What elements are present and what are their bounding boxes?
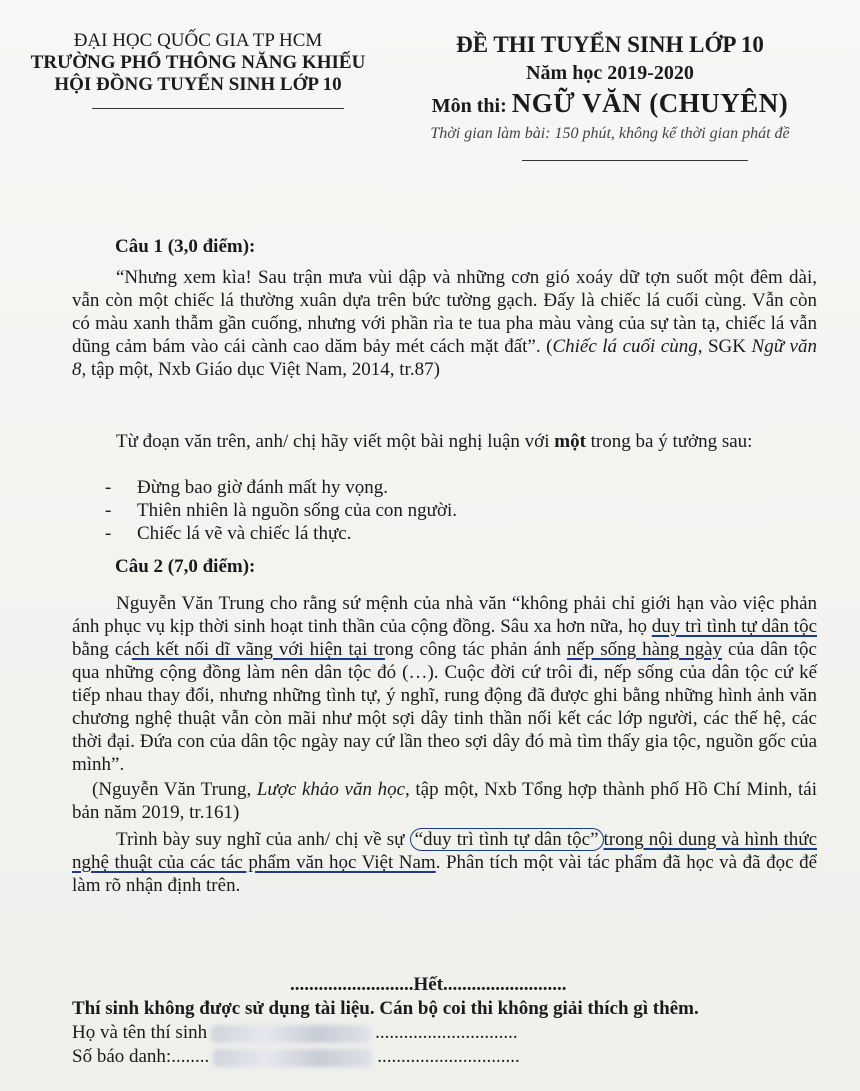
q1-task [72,430,817,453]
end-marker: ..........................Hết.......................... [290,974,567,995]
redacted-id [213,1049,373,1067]
exam-title: ĐỀ THI TUYỂN SINH LỚP 10 [456,32,764,57]
issuer-block [18,30,378,96]
dotted-line: .............................. [375,1022,518,1043]
time-allowed: Thời gian làm bài: 150 phút, không kể thời gian phát đề [430,125,790,142]
q2-source-text: , tập một, Nxb Tổng hợp thành phố Hồ Chí Minh, tái bản năm 2019, tr.161) [72,779,817,823]
q2-task [72,828,817,897]
q2-source-title: Lược khảo văn học [256,779,406,800]
q2-quote-text: Nguyễn Văn Trung cho rằng sứ mệnh của nhà văn “không phải chỉ giới hạn vào việc phản ánh phục vụ kịp thời sinh hoạt tinh thần của cộng đồng. Sâu xa hơn nữa, họ [72,593,817,637]
q2-quote-text: bằng cá [72,639,132,660]
ink-underline: ch kết nối dĩ vãng với hiện tại tr [131,639,385,660]
q1-source-open: ( [546,336,553,357]
q1-source-mid: , SGK [697,336,752,357]
q1-task-text: Từ đoạn văn trên, anh/ chị hãy viết một bài nghị luận với [116,431,555,452]
school-year: Năm học 2019-2020 [526,62,694,84]
q1-quote [72,266,817,381]
q2-heading: Câu 2 (7,0 điểm): [115,556,256,577]
subject-line [395,86,825,123]
q1-options [105,476,457,545]
q1-source-book: Ngữ văn 8 [72,336,817,380]
list-item: - Đừng bao giờ đánh mất hy vọng. [105,477,388,498]
option-text: Thiên nhiên là nguồn sống của con người. [137,500,458,521]
q1-task-text-end: trong ba ý tưởng sau: [585,431,753,452]
title-divider [522,160,748,161]
q1-source-end: , tập một, Nxb Giáo dục Việt Nam, 2014, tr.87) [81,359,440,380]
ink-underline: trong nội dung và hình thức nghệ thuật của các tác phẩm văn học Việt Nam [72,829,818,873]
option-text: Đừng bao giờ đánh mất hy vọng. [137,477,388,498]
q2-source-text: (Nguyễn Văn Trung, [92,779,257,800]
q2-task-text: Trình bày suy nghĩ của anh/ chị về sự [116,829,410,850]
option-text: Chiếc lá vẽ và chiếc lá thực. [137,523,352,544]
q2-task-text: . Phân tích một vài tác phẩm đã học và đã đọc để làm rõ nhận định trên. [72,852,817,896]
candidate-id-line [72,1046,520,1068]
subject-name: NGỮ VĂN (CHUYÊN) [511,88,789,118]
q2-quote-text: ong công tác phản ánh [384,639,567,660]
dotted-line: .............................. [377,1046,520,1067]
exam-title-block [395,30,825,145]
q1-quote-text: “Nhưng xem kìa! Sau trận mưa vùi dập và những cơn gió xoáy dữ tợn suốt một đêm dài, vẫn còn một chiếc lá thường xuân dựa trên bức tường gạch. Đấy là chiếc lá cuối cùng. Vẫn còn có màu xanh thẫm gần cuống, nhưng với phần rìa te tua pha màu vàng của sự tàn tạ, chiếc lá vẫn dũng cảm bám vào cái cành cao dăm bảy mét cách mặt đất”. [72,267,817,357]
issuer-divider [92,108,344,109]
q1-task-emphasis: một [554,431,586,452]
redacted-name [211,1025,371,1043]
q1-source-title: Chiếc lá cuối cùng [552,336,698,357]
exam-instructions: Thí sinh không được sử dụng tài liệu. Cán bộ coi thi không giải thích gì thêm. [72,998,699,1019]
subject-label: Môn thi: [431,95,507,117]
school-name: TRƯỜNG PHỔ THÔNG NĂNG KHIẾU [30,52,366,73]
ink-underline: nếp sống hàng ngày [566,639,723,660]
list-item: - Thiên nhiên là nguồn sống của con người. [105,500,458,521]
ink-underline: duy trì tình tự dân tộc [651,616,817,637]
list-item: - Chiếc lá vẽ và chiếc lá thực. [105,523,352,544]
q2-quote-text: của dân tộc qua những cộng đồng làm nên dân tộc đó (…). Cuộc đời cứ trôi đi, nếp sống của dân tộc cứ kế tiếp nhau thay đổi, nhưng những tình tự, ý nghĩ, rung động đã được ghi bằng những hình ảnh văn chương nghệ thuật vẫn còn mãi như một sợi dây tinh thần nối kết các lớp người, các thế hệ, các thời đại. Đứa con của dân tộc ngày nay cứ lần theo sợi dây đó mà tìm thấy gia tộc, nguồn gốc của mình”. [72,639,817,775]
candidate-name-line [72,1022,518,1044]
q1-passage [72,266,817,381]
council-name: HỘI ĐỒNG TUYỂN SINH LỚP 10 [54,74,342,95]
q2-source [72,778,817,824]
q1-heading: Câu 1 (3,0 điểm): [115,236,256,257]
q2-passage [72,592,817,897]
candidate-id-label: Số báo danh:........ [72,1046,210,1067]
ink-circle: “duy trì tình tự dân tộc” [410,828,604,851]
candidate-name-label: Họ và tên thí sinh [72,1022,208,1043]
university-name: ĐẠI HỌC QUỐC GIA TP HCM [73,30,323,51]
